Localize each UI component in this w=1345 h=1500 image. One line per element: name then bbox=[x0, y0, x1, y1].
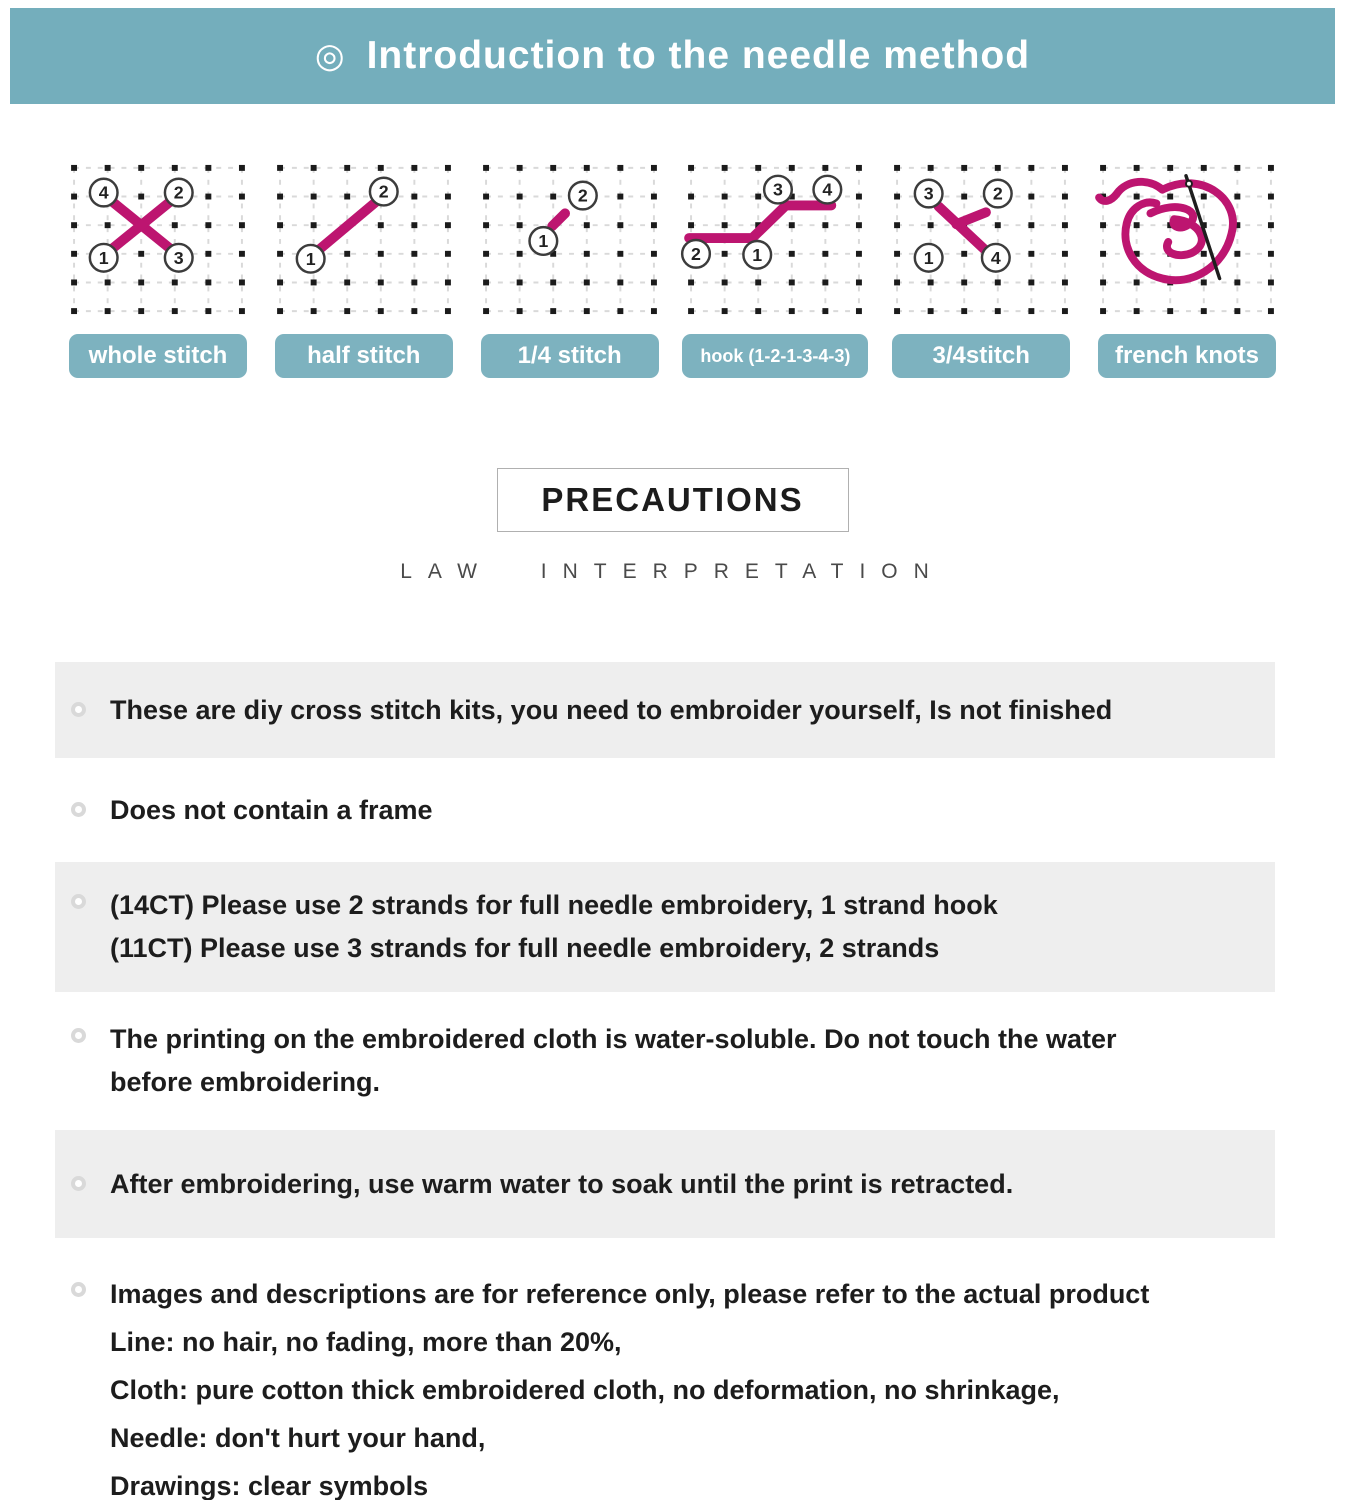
stitch-label-quarter: 1/4 stitch bbox=[481, 334, 659, 378]
svg-text:2: 2 bbox=[691, 243, 702, 264]
precaution-text: Does not contain a frame bbox=[110, 795, 433, 825]
precaution-item-diy bbox=[55, 662, 1275, 758]
precaution-item-reference bbox=[55, 1238, 1275, 1500]
precaution-text: After embroidering, use warm water to soak until the print is retracted. bbox=[110, 1169, 1014, 1199]
half-stitch-diagram bbox=[269, 160, 459, 318]
bullet-icon bbox=[71, 1282, 86, 1297]
bullet-icon bbox=[71, 1028, 86, 1043]
bullet-icon bbox=[71, 894, 86, 909]
svg-text:2: 2 bbox=[577, 185, 588, 206]
svg-text:2: 2 bbox=[173, 182, 184, 203]
precautions-box bbox=[497, 468, 849, 532]
precaution-text: Line: no hair, no fading, more than 20%, bbox=[110, 1327, 622, 1357]
precaution-text: Cloth: pure cotton thick embroidered cloth, no deformation, no shrinkage, bbox=[110, 1375, 1060, 1405]
precaution-text: Needle: don't hurt your hand, bbox=[110, 1423, 486, 1453]
panel-french-knots bbox=[1091, 160, 1283, 378]
needle-eye bbox=[1186, 181, 1192, 187]
precaution-text: Images and descriptions are for reference only, please refer to the actual product bbox=[110, 1279, 1150, 1309]
svg-text:3: 3 bbox=[173, 247, 184, 268]
precaution-text: These are diy cross stitch kits, you need to embroider yourself, Is not finished bbox=[110, 695, 1113, 725]
svg-text:1: 1 bbox=[537, 230, 548, 251]
panel-half-stitch bbox=[268, 160, 460, 378]
svg-text:2: 2 bbox=[378, 181, 389, 202]
svg-text:2: 2 bbox=[993, 183, 1003, 204]
quarter-stitch-diagram bbox=[475, 160, 665, 318]
stitch-label-hook: hook (1-2-1-3-4-3) bbox=[682, 334, 868, 378]
panel-hook-stitch bbox=[679, 160, 871, 378]
bullseye-icon: ◎ bbox=[314, 37, 345, 75]
svg-text:4: 4 bbox=[822, 179, 833, 200]
precautions-subtitle: LAW INTERPRETATION bbox=[400, 560, 945, 583]
precaution-item-frame bbox=[55, 758, 1275, 862]
stitch-diagram-row bbox=[62, 160, 1283, 378]
hook-stitch-diagram bbox=[680, 160, 870, 318]
svg-text:4: 4 bbox=[98, 182, 109, 203]
stitch-label-french-knots: french knots bbox=[1098, 334, 1276, 378]
three-quarter-stitch-diagram bbox=[886, 160, 1076, 318]
svg-text:4: 4 bbox=[991, 247, 1001, 268]
stitch-label-whole: whole stitch bbox=[69, 334, 247, 378]
precaution-text: (11CT) Please use 3 strands for full needle embroidery, 2 strands bbox=[110, 933, 940, 963]
svg-text:1: 1 bbox=[305, 248, 316, 269]
bullet-icon bbox=[71, 1176, 86, 1191]
bullet-icon bbox=[71, 702, 86, 717]
precaution-text: before embroidering. bbox=[110, 1067, 381, 1097]
bullet-icon bbox=[71, 802, 86, 817]
precaution-text: The printing on the embroidered cloth is water-soluble. Do not touch the water bbox=[110, 1024, 1117, 1054]
panel-three-quarter-stitch bbox=[885, 160, 1077, 378]
svg-text:3: 3 bbox=[773, 179, 784, 200]
svg-text:3: 3 bbox=[923, 183, 934, 204]
precaution-text: (14CT) Please use 2 strands for full needle embroidery, 1 strand hook bbox=[110, 890, 998, 920]
whole-stitch-diagram bbox=[63, 160, 253, 318]
svg-text:1: 1 bbox=[923, 247, 934, 268]
panel-whole-stitch bbox=[62, 160, 254, 378]
stitch-label-three-quarter: 3/4stitch bbox=[892, 334, 1070, 378]
precautions-title: PRECAUTIONS bbox=[541, 481, 804, 518]
panel-quarter-stitch bbox=[474, 160, 666, 378]
page-title: Introduction to the needle method bbox=[366, 34, 1031, 77]
precaution-item-strands bbox=[55, 862, 1275, 992]
precaution-item-water-soluble bbox=[55, 992, 1275, 1130]
svg-text:1: 1 bbox=[752, 244, 763, 265]
stitch-label-half: half stitch bbox=[275, 334, 453, 378]
french-knots-diagram bbox=[1092, 160, 1282, 318]
header-banner bbox=[10, 8, 1335, 104]
precaution-text: Drawings: clear symbols bbox=[110, 1471, 429, 1500]
precaution-list bbox=[0, 662, 1345, 1500]
precaution-item-soak bbox=[55, 1130, 1275, 1238]
svg-text:1: 1 bbox=[98, 247, 109, 268]
